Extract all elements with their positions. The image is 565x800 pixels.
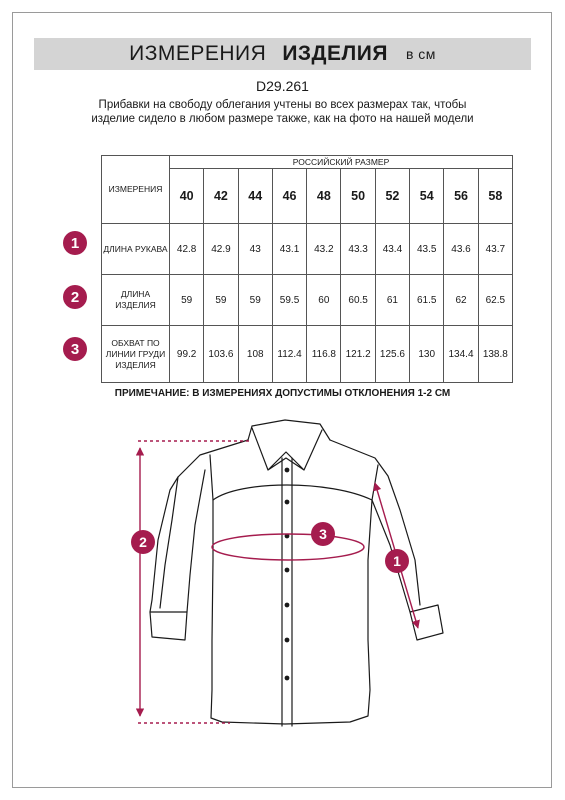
value-cell: 62: [444, 275, 478, 326]
row-label-item-length: ДЛИНА ИЗДЕЛИЯ: [102, 275, 170, 326]
tolerance-note: ПРИМЕЧАНИЕ: В ИЗМЕРЕНИЯХ ДОПУСТИМЫ ОТКЛОНЕНИЯ 1-2 СМ: [114, 388, 451, 399]
value-cell: 130: [410, 326, 444, 383]
title-part-item: ИЗДЕЛИЯ: [282, 42, 388, 65]
size-header-cell: 52: [375, 169, 409, 224]
value-cell: 60.5: [341, 275, 375, 326]
value-cell: 43.5: [410, 224, 444, 275]
page-title: [34, 38, 531, 70]
value-cell: 116.8: [307, 326, 341, 383]
badge-3-icon: 3: [63, 337, 87, 361]
value-cell: 60: [307, 275, 341, 326]
shirt-body-outline: [150, 440, 420, 724]
table-row-item-length: [102, 275, 513, 326]
size-header-cell: 42: [204, 169, 238, 224]
value-cell: 59.5: [272, 275, 306, 326]
button-icon: [285, 603, 290, 608]
value-cell: 125.6: [375, 326, 409, 383]
value-cell: 62.5: [478, 275, 512, 326]
value-cell: 138.8: [478, 326, 512, 383]
value-cell: 103.6: [204, 326, 238, 383]
value-cell: 99.2: [170, 326, 204, 383]
size-header-cell: 48: [307, 169, 341, 224]
badge-1-icon: 1: [63, 231, 87, 255]
button-icon: [285, 638, 290, 643]
title-unit: в см: [405, 46, 436, 62]
value-cell: 121.2: [341, 326, 375, 383]
badge-2-icon: 2: [63, 285, 87, 309]
size-header-cell: 58: [478, 169, 512, 224]
left-sleeve-outline: [160, 470, 205, 612]
button-icon: [285, 500, 290, 505]
marker-3-label: 3: [319, 526, 327, 542]
value-cell: 61: [375, 275, 409, 326]
size-table: [101, 155, 513, 383]
value-cell: 61.5: [410, 275, 444, 326]
model-code: D29.261: [256, 78, 309, 94]
value-cell: 59: [204, 275, 238, 326]
table-row-chest-girth: [102, 326, 513, 383]
size-header-cell: 44: [238, 169, 272, 224]
value-cell: 43.7: [478, 224, 512, 275]
value-cell: 134.4: [444, 326, 478, 383]
shirt-diagram: [0, 410, 565, 800]
value-cell: 43.3: [341, 224, 375, 275]
value-cell: 42.9: [204, 224, 238, 275]
size-header-cell: 40: [170, 169, 204, 224]
size-system-header: РОССИЙСКИЙ РАЗМЕР: [170, 156, 513, 169]
left-cuff-outline: [150, 612, 187, 640]
value-cell: 43.2: [307, 224, 341, 275]
title-part-measurements: ИЗМЕРЕНИЯ: [129, 42, 267, 65]
row-label-sleeve-length: ДЛИНА РУКАВА: [102, 224, 170, 275]
size-header-cell: 54: [410, 169, 444, 224]
value-cell: 112.4: [272, 326, 306, 383]
size-header-cell: 50: [341, 169, 375, 224]
size-header-cell: 46: [272, 169, 306, 224]
row-header-cell: ИЗМЕРЕНИЯ: [102, 156, 170, 224]
button-icon: [285, 568, 290, 573]
marker-2-label: 2: [139, 534, 147, 550]
description-text: Прибавки на свободу облегания учтены во всех размерах так, чтобы изделие сидело в любом размере также, как на фото на нашей модели: [91, 99, 474, 125]
right-cuff-outline: [410, 605, 443, 640]
value-cell: 43.6: [444, 224, 478, 275]
button-icon: [285, 676, 290, 681]
value-cell: 59: [238, 275, 272, 326]
row-label-chest-girth: ОБХВАТ ПО ЛИНИИ ГРУДИ ИЗДЕЛИЯ: [102, 326, 170, 383]
marker-1-label: 1: [393, 553, 401, 569]
value-cell: 59: [170, 275, 204, 326]
value-cell: 43.1: [272, 224, 306, 275]
value-cell: 42.8: [170, 224, 204, 275]
value-cell: 108: [238, 326, 272, 383]
value-cell: 43.4: [375, 224, 409, 275]
size-header-cell: 56: [444, 169, 478, 224]
collar-outline: [248, 420, 330, 470]
value-cell: 43: [238, 224, 272, 275]
table-row-sleeve-length: [102, 224, 513, 275]
button-icon: [285, 468, 290, 473]
placket-outline: [282, 458, 292, 726]
placket-buttons: [285, 468, 290, 681]
